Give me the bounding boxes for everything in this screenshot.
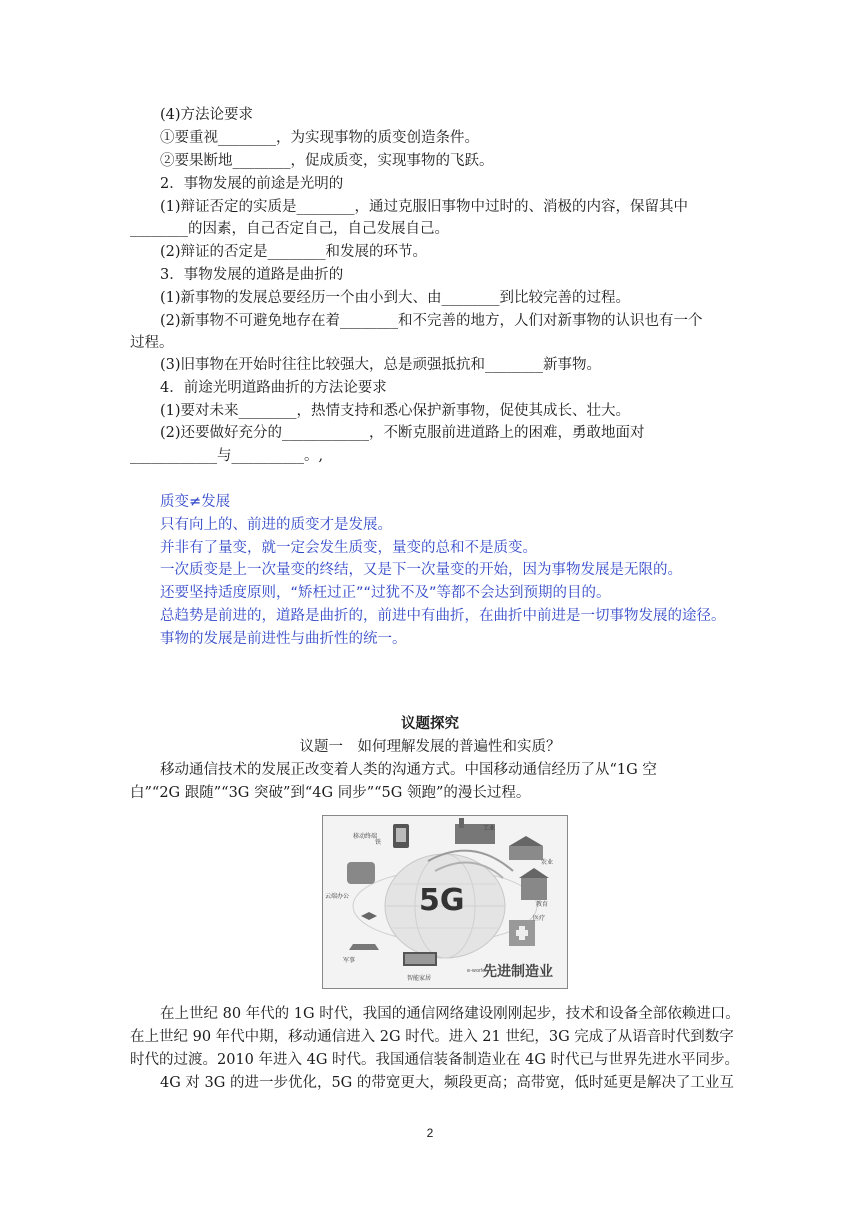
figure-label: 移动终端 [353,833,378,840]
text-line: (1)要对未来________，热情支持和悉心保护新事物，促使其成长、壮大。 [160,403,631,419]
figure-label: 云端办公 [325,893,350,900]
5g-text: 5G [419,883,465,918]
text-line: ②要果断地________，促成质变，实现事物的飞跃。 [160,153,494,169]
watermark-logo: 先进制造业 [483,964,553,980]
paragraph-line: 移动通信技术的发展正改变着人类的沟通方式。中国移动通信经历了从“1G 空 [160,762,657,778]
text-line: ____________与__________。, [130,448,324,464]
figure-label: 铁 [375,839,382,846]
section-title: 议题探究 [401,716,459,732]
paragraph-line: 时代的过渡。2010 年进入 4G 时代。我国通信装备制造业在 4G 时代已与世界先进水平同步。 [130,1052,740,1068]
text-line: (2)辩证的否定是________和发展的环节。 [160,244,428,260]
paragraph-line: 4G 对 3G 的进一步优化，5G 的带宽更大，频段更高；高带宽，低时延更是解决了工业互 [160,1075,734,1091]
text-line: 3．事物发展的道路是曲折的 [160,267,344,283]
figure-label: 工业 [483,825,496,832]
text-line: (3)旧事物在开始时往往比较强大，总是顽强抵抗和________新事物。 [160,357,602,373]
section-subtitle: 议题一 如何理解发展的普遍性和实质？ [299,739,561,755]
text-line: (1)新事物的发展总要经历一个由小到大、由________到比较完善的过程。 [160,290,631,306]
farm-icon [509,846,543,860]
figure-label: 军事 [343,957,356,964]
figure-label: 农业 [541,859,554,866]
text-line: 4．前途光明道路曲折的方法论要求 [160,380,387,396]
military-icon [349,944,379,950]
text-line: (1)辩证否定的实质是________，通过克服旧事物中过时的、消极的内容，保留其中 [160,199,689,215]
note-line: 还要坚持适度原则，“矫枉过正”“过犹不及”等都不会达到预期的目的。 [160,585,611,601]
paragraph-line: 白”“2G 跟随”“3G 突破”到“4G 同步”“5G 领跑”的漫长过程。 [130,785,531,801]
figure-label: 智能家居 [407,975,432,982]
cloud-office-icon [347,862,375,884]
note-line: 质变≠发展 [160,494,231,510]
5g-diagram-svg [323,816,567,988]
watermark-prefix: e-works [467,968,487,974]
text-line: ________的因素，自己否定自己，自己发展自己。 [130,221,449,237]
text-line: (2)还要做好充分的____________，不断克服前进道路上的困难，勇敢地面对 [160,425,645,441]
school-icon [521,878,547,900]
note-line: 一次质变是上一次量变的终结，又是下一次量变的开始，因为事物发展是无限的。 [160,562,682,578]
paragraph-line: 在上世纪 80 年代的 1G 时代，我国的通信网络建设刚刚起步，技术和设备全部依赖进口。 [160,1006,740,1022]
note-line: 并非有了量变，就一定会发生质变，量变的总和不是质变。 [160,540,537,556]
figure-label: 教育 [536,901,549,908]
page-number: 2 [426,1126,434,1140]
note-line: 事物的发展是前进性与曲折性的统一。 [160,631,407,647]
text-line: 过程。 [130,335,174,351]
text-line: ①要重视________，为实现事物的质变创造条件。 [160,130,479,146]
text-line: (2)新事物不可避免地存在着________和不完善的地方，人们对新事物的认识也有一个 [160,313,703,329]
note-line: 总趋势是前进的，道路是曲折的，前进中有曲折，在曲折中前进是一切事物发展的途径。 [160,608,726,624]
note-line: 只有向上的、前进的质变才是发展。 [160,517,392,533]
text-line: 2．事物发展的前途是光明的 [160,176,344,192]
text-line: (4)方法论要求 [160,107,254,123]
paragraph-line: 在上世纪 90 年代中期，移动通信进入 2G 时代。进入 21 世纪，3G 完成了从语音时代到数字 [130,1029,734,1045]
figure-label: 医疗 [533,915,546,922]
5g-illustration [322,815,568,989]
